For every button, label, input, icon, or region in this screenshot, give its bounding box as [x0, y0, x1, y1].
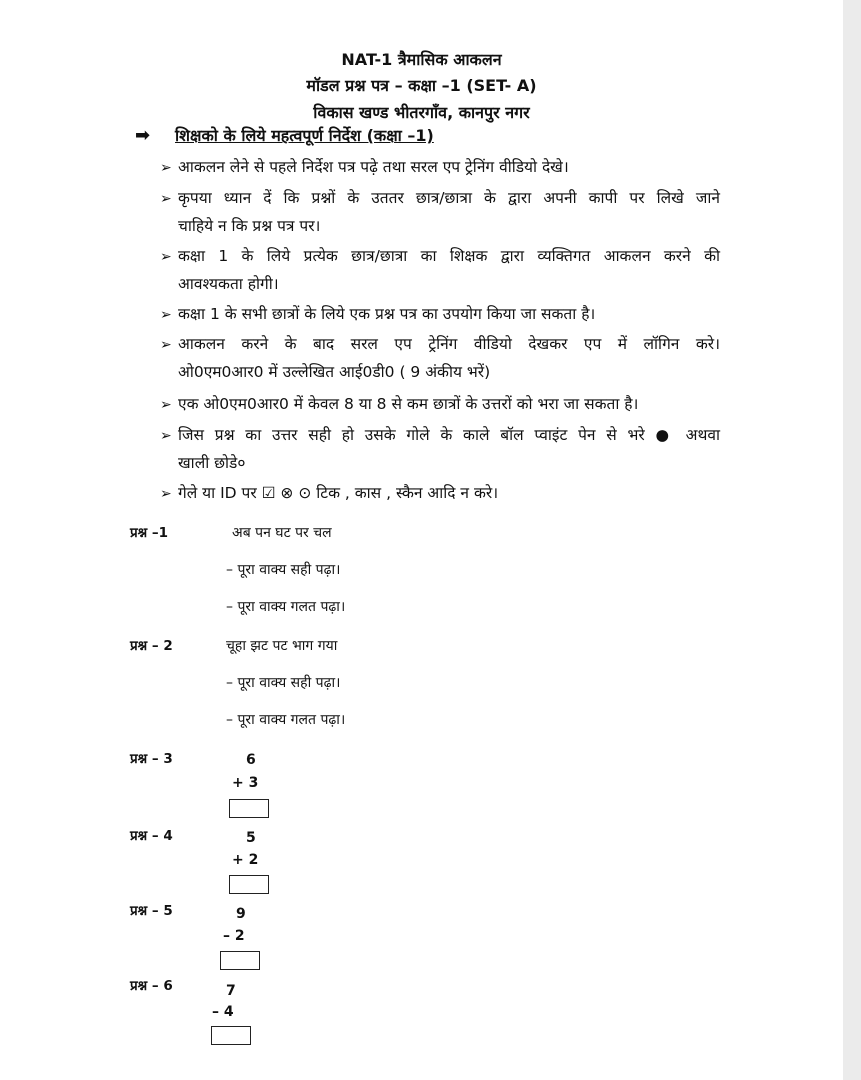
section-title: शिक्षको के लिये महत्वपूर्ण निर्देश (कक्षा –1): [175, 126, 434, 145]
section-heading: [135, 124, 434, 146]
question-1-label: प्रश्न –1: [130, 525, 169, 541]
right-arrow-icon: ➡: [135, 125, 151, 146]
question-1-option-wrong: – पूरा वाक्य गलत पढ़ा।: [226, 599, 346, 615]
question-6-label: प्रश्न – 6: [130, 978, 173, 994]
bullet-arrow-icon: ➢: [160, 397, 172, 413]
question-5-operation: – 2: [223, 928, 245, 944]
instruction-item: ➢ कक्षा 1 के सभी छात्रों के लिये एक प्रश्न पत्र का उपयोग किया जा सकता है।: [160, 301, 720, 329]
question-6-top-number: 7: [226, 983, 236, 999]
question-1-text: अब पन घट पर चल: [232, 525, 332, 541]
instruction-item: ➢ जिस प्रश्न का उत्तर सही हो उसके गोले के काले बॉल प्वाइंट पेन से भरे ● अथवा खाली छोडे०: [160, 422, 720, 477]
question-3-answer-box[interactable]: [229, 799, 269, 818]
question-4-label: प्रश्न – 4: [130, 828, 173, 844]
instruction-item: ➢ आकलन करने के बाद सरल एप ट्रेनिंग वीडियो देखकर एप में लॉगिन करे। ओ0एम0आर0 में उल्लेखित आई0डी0 ( 9 अंकीय भरें): [160, 331, 720, 386]
instruction-item: ➢ आकलन लेने से पहले निर्देश पत्र पढ़े तथा सरल एप ट्रेनिंग वीडियो देखे।: [160, 154, 720, 182]
question-6-answer-box[interactable]: [211, 1026, 251, 1045]
question-6-operation: – 4: [212, 1004, 234, 1020]
question-2-option-wrong: – पूरा वाक्य गलत पढ़ा।: [226, 712, 346, 728]
question-2-text: चूहा झट पट भाग गया: [226, 638, 338, 654]
question-2-option-correct: – पूरा वाक्य सही पढ़ा।: [226, 675, 341, 691]
header-subtitle: मॉडल प्रश्न पत्र – कक्षा –1 (SET- A): [306, 76, 537, 95]
header-title: NAT-1 त्रैमासिक आकलन: [341, 50, 502, 69]
bullet-arrow-icon: ➢: [160, 307, 172, 323]
header-location: विकास खण्ड भीतरगाँव, कानपुर नगर: [313, 103, 530, 122]
question-3-label: प्रश्न – 3: [130, 751, 173, 767]
bullet-arrow-icon: ➢: [160, 160, 172, 176]
instruction-item: ➢ एक ओ0एम0आर0 में केवल 8 या 8 से कम छात्रों के उत्तरों को भरा जा सकता है।: [160, 391, 720, 419]
bullet-arrow-icon: ➢: [160, 428, 172, 444]
bullet-arrow-icon: ➢: [160, 337, 172, 353]
instruction-item: ➢ कक्षा 1 के लिये प्रत्येक छात्र/छात्रा का शिक्षक द्वारा व्यक्तिगत आकलन करने की आवश्यकता होगी।: [160, 243, 720, 298]
question-4-top-number: 5: [246, 830, 256, 846]
question-5-label: प्रश्न – 5: [130, 903, 173, 919]
question-2-label: प्रश्न – 2: [130, 638, 173, 654]
bullet-arrow-icon: ➢: [160, 249, 172, 265]
question-4-operation: + 2: [232, 852, 259, 868]
instruction-item: ➢ गेले या ID पर ☑ ⊗ ⊙ टिक , कास , स्कैन आदि न करे।: [160, 480, 720, 508]
question-5-top-number: 9: [236, 906, 246, 922]
bullet-arrow-icon: ➢: [160, 191, 172, 207]
bullet-arrow-icon: ➢: [160, 486, 172, 502]
question-3-operation: + 3: [232, 775, 259, 791]
question-1-option-correct: – पूरा वाक्य सही पढ़ा।: [226, 562, 341, 578]
question-3-top-number: 6: [246, 752, 256, 768]
question-4-answer-box[interactable]: [229, 875, 269, 894]
instruction-item: ➢ कृपया ध्यान दें कि प्रश्नों के उततर छात्र/छात्रा के द्वारा अपनी कापी पर लिखे जाने चाहिये न कि प्रश्न पत्र पर।: [160, 185, 720, 240]
question-5-answer-box[interactable]: [220, 951, 260, 970]
